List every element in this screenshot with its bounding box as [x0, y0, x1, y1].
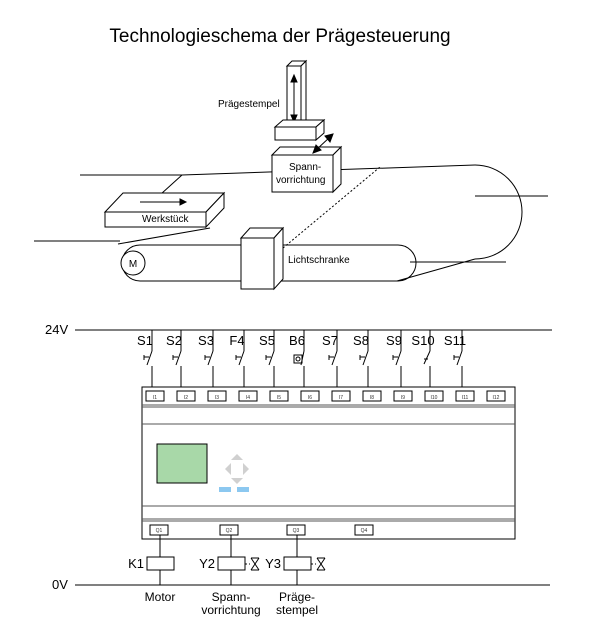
plc-module — [142, 387, 515, 539]
input-label: I11 — [461, 395, 469, 401]
input-i4 — [239, 391, 257, 401]
esc-key[interactable] — [219, 487, 231, 492]
input-label: I7 — [338, 395, 344, 401]
input-i5 — [270, 391, 288, 401]
input-label: I3 — [214, 395, 220, 401]
actuator-y3 — [265, 535, 325, 617]
diagram-title: Technologieschema der Prägesteuerung — [109, 26, 451, 47]
input-label: I5 — [276, 395, 282, 401]
switch-label: B6 — [289, 333, 305, 348]
switch-s5 — [259, 330, 275, 390]
switch-label: S2 — [166, 333, 182, 348]
circuit-diagram — [45, 322, 552, 617]
switch-label: S1 — [137, 333, 153, 348]
clamp-label-2: vorrichtung — [276, 175, 326, 186]
technology-scheme — [34, 61, 548, 289]
input-switches — [137, 330, 466, 390]
clamping-device — [272, 134, 341, 192]
input-label: I6 — [307, 395, 313, 401]
switch-s10 — [411, 330, 434, 390]
motor-label: M — [128, 259, 138, 270]
input-i3 — [208, 391, 226, 401]
input-i8 — [363, 391, 381, 401]
output-label: Q2 — [225, 528, 233, 534]
sensor-icon — [294, 355, 302, 363]
switch-s1 — [137, 330, 153, 390]
output-q2 — [220, 525, 238, 535]
switch-label: S10 — [411, 333, 435, 348]
coil-icon — [147, 557, 174, 570]
input-label: I10 — [430, 395, 438, 401]
actuator-y2 — [199, 535, 261, 617]
actuator-line1: Präge- — [278, 590, 316, 604]
output-q3 — [287, 525, 305, 535]
switch-b6 — [289, 330, 305, 390]
light-barrier-label: Lichtschranke — [288, 255, 350, 266]
switch-s2 — [166, 330, 182, 390]
actuator-tag: Y3 — [265, 556, 281, 571]
actuator-tag: K1 — [128, 556, 144, 571]
input-label: I2 — [183, 395, 189, 401]
coil-icon — [218, 557, 245, 570]
stamp-label: Prägestempel — [218, 99, 280, 110]
clamp-label-1: Spann- — [289, 162, 322, 173]
actuator-tag: Y2 — [199, 556, 215, 571]
output-q1 — [150, 525, 168, 535]
ground-rail-label: 0V — [52, 577, 68, 592]
input-label: I4 — [245, 395, 251, 401]
output-actuators — [128, 535, 325, 617]
actuator-line1: Spann- — [211, 590, 251, 604]
input-i10 — [425, 391, 443, 401]
actuator-line2: vorrichtung — [201, 603, 261, 617]
input-i7 — [332, 391, 350, 401]
switch-label: F4 — [229, 333, 245, 348]
switch-s9 — [386, 330, 402, 390]
input-label: I8 — [369, 395, 375, 401]
actuator-k1 — [128, 535, 175, 604]
switch-s11 — [444, 330, 466, 390]
coil-icon — [284, 557, 311, 570]
switch-label: S3 — [198, 333, 214, 348]
input-label: I1 — [152, 395, 158, 401]
switch-label: S9 — [386, 333, 402, 348]
motor — [121, 251, 145, 275]
workpiece-label: Werkstück — [142, 214, 189, 225]
output-label: Q1 — [155, 528, 163, 534]
switch-label: S11 — [443, 333, 467, 348]
input-i12 — [487, 391, 505, 401]
switch-s7 — [322, 330, 338, 390]
output-label: Q3 — [292, 528, 300, 534]
switch-label: S7 — [322, 333, 338, 348]
input-i1 — [146, 391, 164, 401]
input-i11 — [456, 391, 474, 401]
embossing-stamp — [218, 61, 324, 140]
switch-label: S8 — [353, 333, 369, 348]
switch-s8 — [353, 330, 369, 390]
plc-display — [157, 444, 207, 483]
actuator-line2: stempel — [275, 603, 319, 617]
ok-key[interactable] — [237, 487, 249, 492]
output-label: Q4 — [360, 528, 368, 534]
input-i2 — [177, 391, 195, 401]
input-i9 — [394, 391, 412, 401]
input-i6 — [301, 391, 319, 401]
actuator-line1: Motor — [144, 590, 176, 604]
input-label: I12 — [492, 395, 500, 401]
switch-s3 — [198, 330, 214, 390]
switch-label: S5 — [259, 333, 275, 348]
valve-icon — [251, 558, 259, 570]
output-q4 — [355, 525, 373, 535]
supply-rail-label: 24V — [45, 322, 69, 337]
workpiece — [105, 193, 224, 227]
switch-f4 — [229, 330, 244, 390]
valve-icon — [317, 558, 325, 570]
input-label: I9 — [400, 395, 406, 401]
